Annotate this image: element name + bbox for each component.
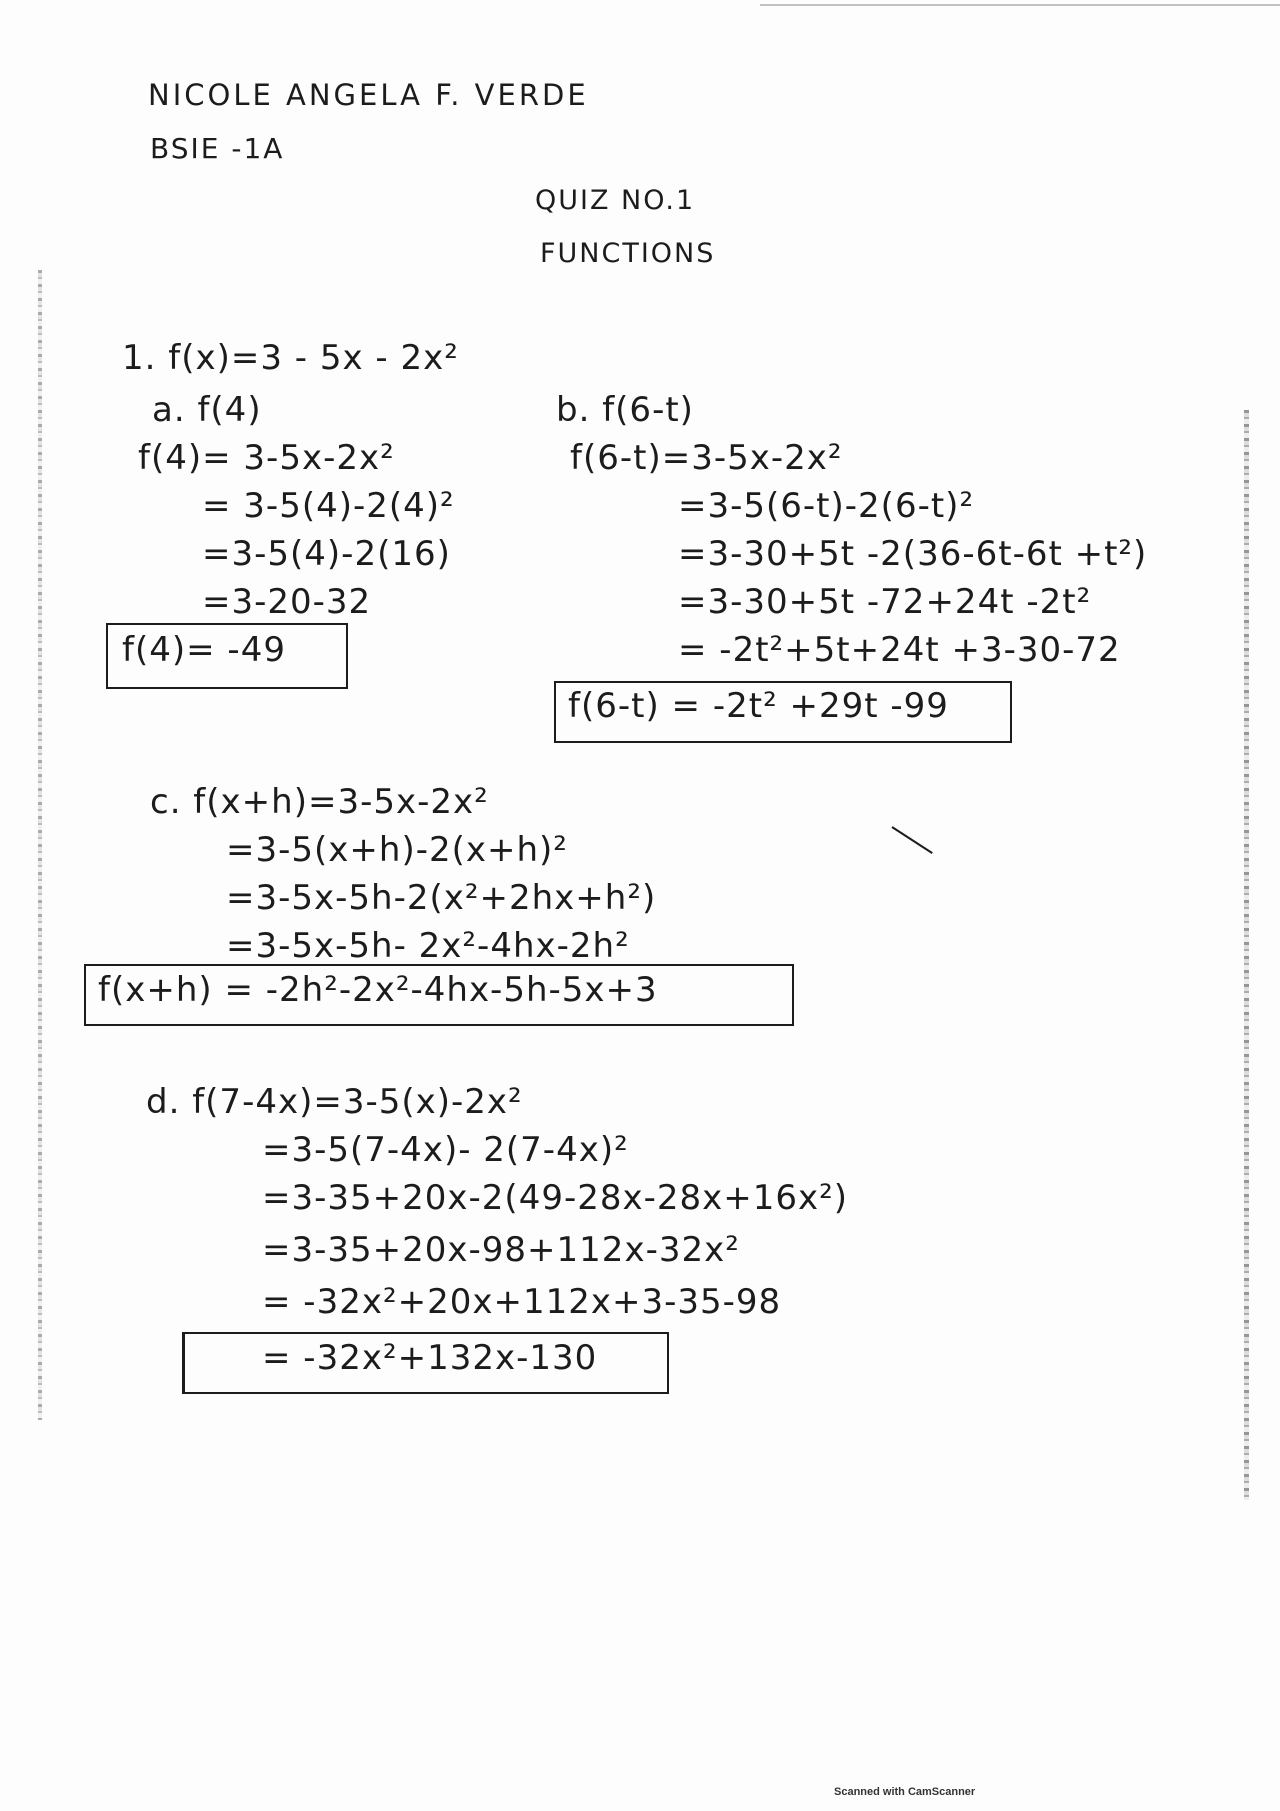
scan-edge-right: [1244, 410, 1249, 1500]
part-d-line-4: =3-35+20x-98+112x-32x²: [262, 1230, 740, 1270]
part-c-line-4: =3-5x-5h- 2x²-4hx-2h²: [226, 926, 630, 966]
part-a-line-1: f(4)= 3-5x-2x²: [138, 438, 395, 478]
scan-edge-left: [38, 270, 42, 1420]
part-c-answer: f(x+h) = -2h²-2x²-4hx-5h-5x+3: [98, 970, 658, 1010]
stray-pen-mark: [891, 826, 932, 854]
part-b-label: b. f(6-t): [556, 390, 694, 430]
part-b-line-5: = -2t²+5t+24t +3-30-72: [678, 630, 1121, 670]
part-d-line-2: =3-5(7-4x)- 2(7-4x)²: [262, 1130, 629, 1170]
scan-top-rule: [760, 4, 1280, 6]
part-d-line-1: d. f(7-4x)=3-5(x)-2x²: [146, 1082, 523, 1122]
quiz-title: QUIZ NO.1: [535, 185, 696, 216]
part-c-line-1: c. f(x+h)=3-5x-2x²: [150, 782, 489, 822]
part-d-line-5: = -32x²+20x+112x+3-35-98: [262, 1282, 782, 1322]
part-a-line-4: =3-20-32: [202, 582, 372, 622]
part-b-answer: f(6-t) = -2t² +29t -99: [568, 686, 949, 726]
part-c-line-3: =3-5x-5h-2(x²+2hx+h²): [226, 878, 657, 918]
part-b-line-4: =3-30+5t -72+24t -2t²: [678, 582, 1092, 622]
quiz-topic: FUNCTIONS: [540, 238, 716, 269]
part-a-label: a. f(4): [152, 390, 262, 430]
part-d-answer: = -32x²+132x-130: [262, 1338, 598, 1378]
part-a-answer: f(4)= -49: [122, 630, 286, 670]
student-name: NICOLE ANGELA F. VERDE: [148, 78, 589, 112]
part-c-line-2: =3-5(x+h)-2(x+h)²: [226, 830, 568, 870]
student-section: BSIE -1A: [150, 132, 285, 165]
problem-statement: 1. f(x)=3 - 5x - 2x²: [122, 338, 459, 378]
part-a-line-2: = 3-5(4)-2(4)²: [202, 486, 455, 526]
part-b-line-3: =3-30+5t -2(36-6t-6t +t²): [678, 534, 1148, 574]
scanner-watermark: Scanned with CamScanner: [834, 1786, 976, 1798]
part-b-line-1: f(6-t)=3-5x-2x²: [570, 438, 843, 478]
part-d-line-3: =3-35+20x-2(49-28x-28x+16x²): [262, 1178, 849, 1218]
part-a-line-3: =3-5(4)-2(16): [202, 534, 451, 574]
part-b-line-2: =3-5(6-t)-2(6-t)²: [678, 486, 975, 526]
